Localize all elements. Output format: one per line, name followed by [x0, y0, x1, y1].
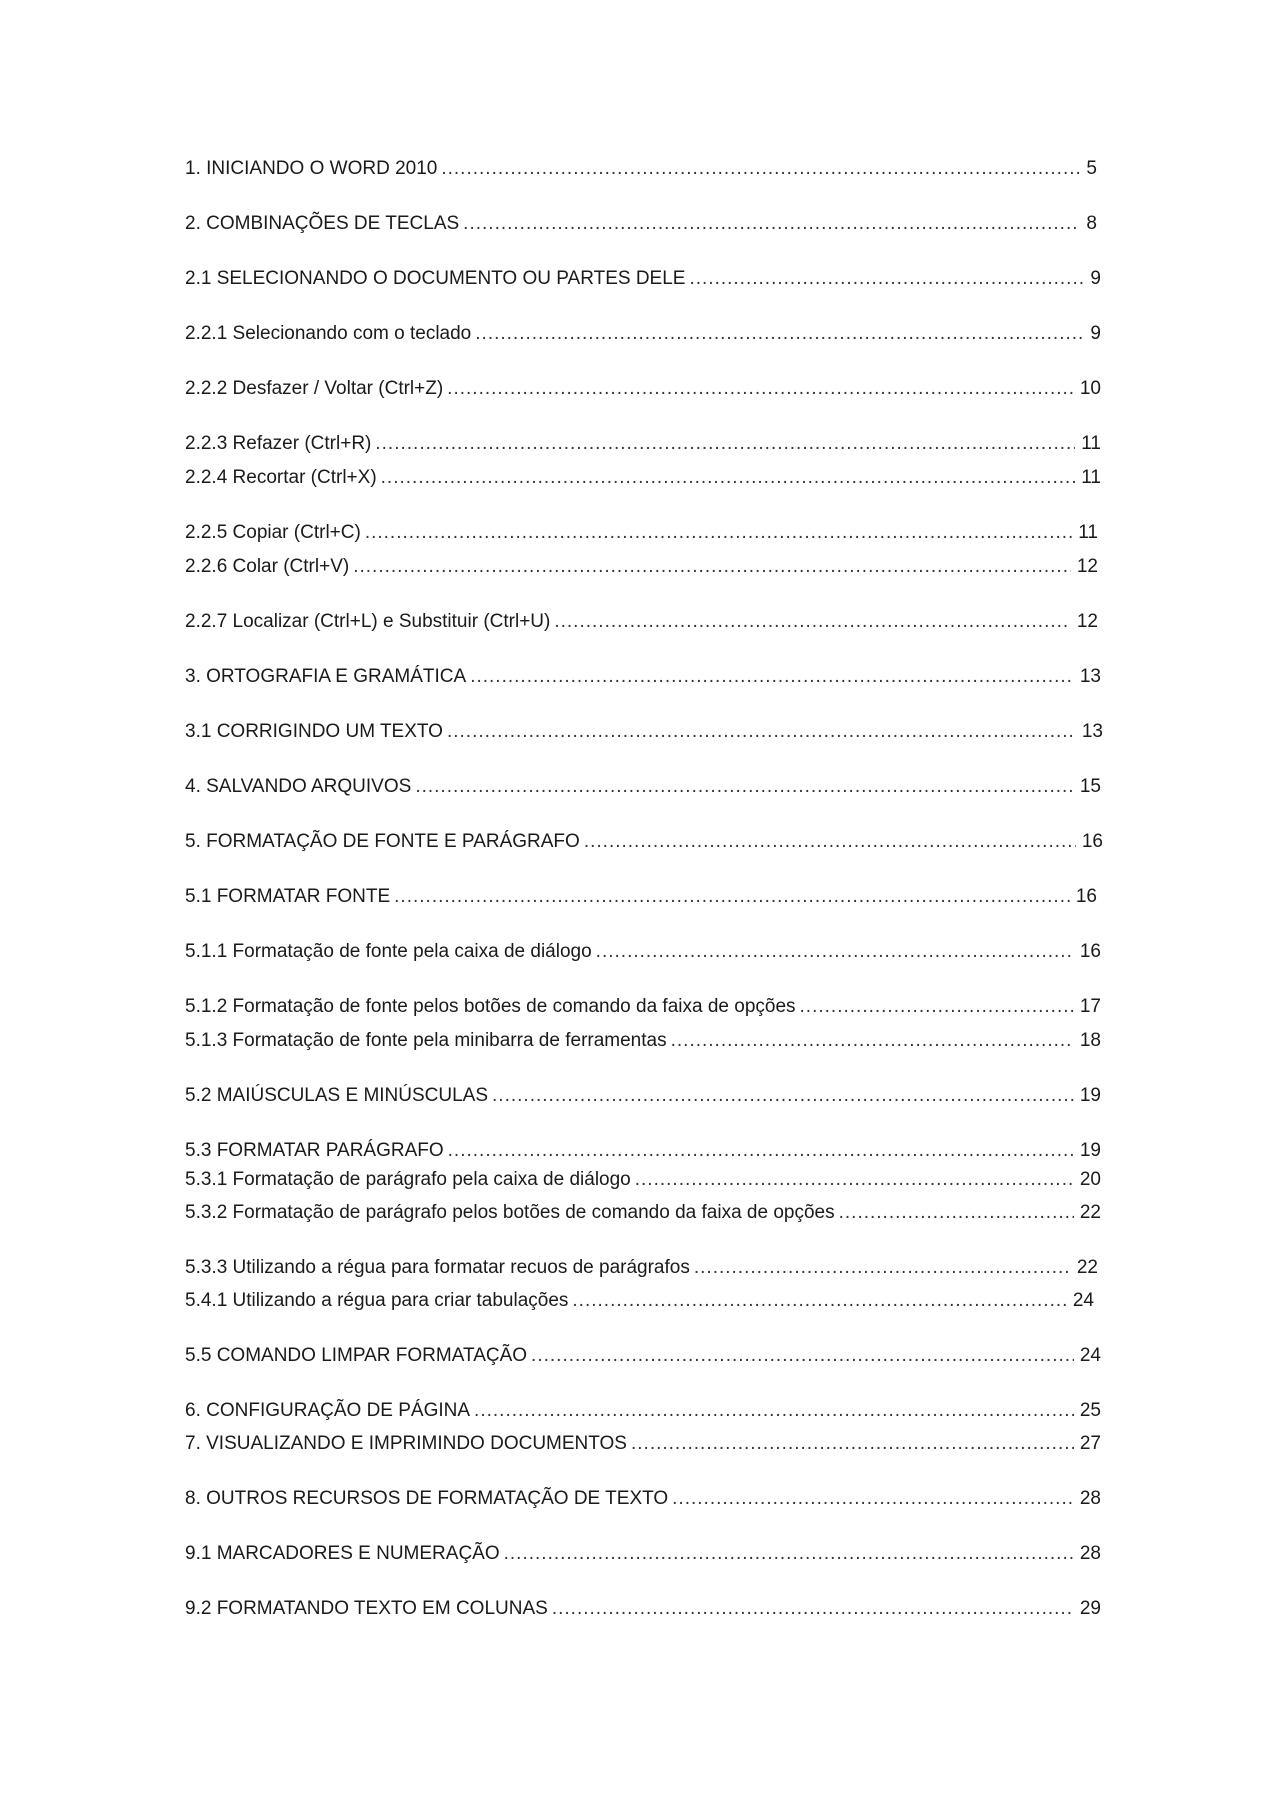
toc-dot-leader	[554, 609, 1071, 635]
toc-dot-leader	[394, 884, 1070, 910]
toc-entry[interactable]	[185, 321, 1101, 347]
toc-entry-label: 2.2.5 Copiar (Ctrl+C)	[185, 522, 361, 543]
toc-page-number: 28	[1079, 1488, 1101, 1509]
toc-page-number: 24	[1079, 1345, 1101, 1366]
toc-entry-label: 5.1.3 Formatação de fonte pela minibarra de ferramentas	[185, 1030, 667, 1051]
toc-dot-leader	[694, 1255, 1071, 1281]
toc-entry[interactable]	[185, 829, 1103, 855]
toc-entry-label: 5.2 MAIÚSCULAS E MINÚSCULAS	[185, 1085, 489, 1106]
toc-page-number: 8	[1086, 213, 1097, 234]
toc-entry[interactable]	[185, 1255, 1098, 1281]
toc-entry[interactable]	[185, 266, 1101, 292]
toc-dot-leader	[475, 321, 1084, 347]
toc-entry-label: 2.2.6 Colar (Ctrl+V)	[185, 556, 350, 577]
toc-entry[interactable]	[185, 520, 1098, 546]
toc-dot-leader	[447, 719, 1076, 745]
toc-entry[interactable]	[185, 994, 1101, 1020]
toc-dot-leader	[531, 1343, 1074, 1369]
toc-page-number: 15	[1079, 776, 1101, 797]
toc-page-number: 19	[1079, 1140, 1101, 1161]
toc-entry[interactable]	[185, 1596, 1101, 1622]
toc-dot-leader	[672, 1486, 1074, 1512]
toc-entry-label: 2. COMBINAÇÕES DE TECLAS	[185, 213, 460, 234]
toc-entry-label: 2.2.4 Recortar (Ctrl+X)	[185, 467, 377, 488]
toc-dot-leader	[671, 1028, 1074, 1054]
toc-entry[interactable]	[185, 719, 1103, 745]
toc-dot-leader	[353, 554, 1071, 580]
toc-entry-label: 2.2.7 Localizar (Ctrl+L) e Substituir (Ctrl+U)	[185, 611, 551, 632]
toc-dot-leader	[375, 431, 1075, 457]
toc-entry[interactable]	[185, 1138, 1101, 1164]
toc-page-number: 17	[1079, 996, 1101, 1017]
toc-entry-label: 5.3.3 Utilizando a régua para formatar recuos de parágrafos	[185, 1257, 690, 1278]
toc-dot-leader	[596, 939, 1074, 965]
toc-entry-label: 5.3 FORMATAR PARÁGRAFO	[185, 1140, 444, 1161]
toc-page-number: 10	[1079, 378, 1101, 399]
toc-dot-leader	[470, 664, 1074, 690]
toc-entry[interactable]	[185, 376, 1101, 402]
toc-dot-leader	[415, 774, 1074, 800]
toc-dot-leader	[441, 156, 1080, 182]
toc-dot-leader	[463, 211, 1080, 237]
toc-entry-label: 5.3.1 Formatação de parágrafo pela caixa de diálogo	[185, 1169, 631, 1190]
toc-page-number: 22	[1076, 1257, 1098, 1278]
toc-entry-label: 3.1 CORRIGINDO UM TEXTO	[185, 721, 443, 742]
toc-entry-label: 2.2.3 Refazer (Ctrl+R)	[185, 433, 372, 454]
toc-entry-label: 9.2 FORMATANDO TEXTO EM COLUNAS	[185, 1598, 548, 1619]
toc-dot-leader	[635, 1167, 1074, 1193]
toc-page-number: 16	[1081, 831, 1103, 852]
toc-dot-leader	[552, 1596, 1074, 1622]
toc-page-number: 13	[1081, 721, 1103, 742]
toc-page-number: 12	[1076, 611, 1098, 632]
toc-entry[interactable]	[185, 1200, 1101, 1226]
toc-page-number: 27	[1079, 1433, 1101, 1454]
toc-dot-leader	[572, 1288, 1066, 1314]
toc-page-number: 9	[1090, 323, 1101, 344]
toc-page-number: 5	[1086, 158, 1097, 179]
toc-page-number: 12	[1076, 556, 1098, 577]
toc-entry-label: 2.1 SELECIONANDO O DOCUMENTO OU PARTES DELE	[185, 268, 686, 289]
toc-page-number: 11	[1081, 467, 1101, 488]
toc-page-number: 16	[1079, 941, 1101, 962]
toc-page-number: 11	[1078, 522, 1098, 543]
toc-entry[interactable]	[185, 774, 1101, 800]
toc-page-number: 22	[1079, 1202, 1101, 1223]
toc-entry-label: 5.5 COMANDO LIMPAR FORMATAÇÃO	[185, 1345, 528, 1366]
toc-dot-leader	[492, 1083, 1074, 1109]
toc-dot-leader	[474, 1398, 1074, 1424]
toc-dot-leader	[447, 376, 1074, 402]
toc-entry[interactable]	[185, 1398, 1101, 1424]
toc-dot-leader	[689, 266, 1084, 292]
toc-entry-label: 7. VISUALIZANDO E IMPRIMINDO DOCUMENTOS	[185, 1433, 627, 1454]
toc-dot-leader	[504, 1541, 1074, 1567]
toc-entry-label: 5.3.2 Formatação de parágrafo pelos botões de comando da faixa de opções	[185, 1202, 835, 1223]
toc-page-number: 11	[1081, 433, 1101, 454]
toc-entry-label: 1. INICIANDO O WORD 2010	[185, 158, 438, 179]
toc-entry[interactable]	[185, 1167, 1101, 1193]
toc-dot-leader	[800, 994, 1074, 1020]
toc-page-number: 19	[1079, 1085, 1101, 1106]
toc-page-number: 24	[1072, 1290, 1094, 1311]
toc-entry[interactable]	[185, 1288, 1094, 1314]
toc-entry[interactable]	[185, 664, 1101, 690]
toc-entry[interactable]	[185, 156, 1097, 182]
toc-entry[interactable]	[185, 1343, 1101, 1369]
toc-page-number: 18	[1079, 1030, 1101, 1051]
toc-entry[interactable]	[185, 1541, 1101, 1567]
toc-entry[interactable]	[185, 1486, 1101, 1512]
toc-page-number: 29	[1079, 1598, 1101, 1619]
toc-entry[interactable]	[185, 211, 1097, 237]
toc-entry-label: 5.1.1 Formatação de fonte pela caixa de diálogo	[185, 941, 592, 962]
toc-entry-label: 5. FORMATAÇÃO DE FONTE E PARÁGRAFO	[185, 831, 580, 852]
toc-entry[interactable]	[185, 465, 1101, 491]
toc-page-number: 13	[1079, 666, 1101, 687]
toc-page-number: 20	[1079, 1169, 1101, 1190]
toc-entry[interactable]	[185, 884, 1097, 910]
toc-entry-label: 9.1 MARCADORES E NUMERAÇÃO	[185, 1543, 500, 1564]
toc-page-number: 16	[1075, 886, 1097, 907]
toc-page-number: 9	[1090, 268, 1101, 289]
toc-entry-label: 5.1.2 Formatação de fonte pelos botões de comando da faixa de opções	[185, 996, 796, 1017]
toc-entry-label: 4. SALVANDO ARQUIVOS	[185, 776, 412, 797]
toc-dot-leader	[631, 1431, 1074, 1457]
toc-entry-label: 5.4.1 Utilizando a régua para criar tabulações	[185, 1290, 569, 1311]
toc-entry-label: 5.1 FORMATAR FONTE	[185, 886, 391, 907]
toc-dot-leader	[584, 829, 1076, 855]
toc-entry[interactable]	[185, 1028, 1101, 1054]
toc-page-number: 25	[1079, 1400, 1101, 1421]
toc-entry[interactable]	[185, 609, 1098, 635]
toc-entry-label: 8. OUTROS RECURSOS DE FORMATAÇÃO DE TEXTO	[185, 1488, 669, 1509]
toc-entry[interactable]	[185, 1083, 1101, 1109]
toc-entry[interactable]	[185, 431, 1101, 457]
toc-dot-leader	[448, 1138, 1074, 1164]
toc-dot-leader	[381, 465, 1076, 491]
toc-entry-label: 6. CONFIGURAÇÃO DE PÁGINA	[185, 1400, 471, 1421]
toc-entry-label: 2.2.2 Desfazer / Voltar (Ctrl+Z)	[185, 378, 444, 399]
toc-entry[interactable]	[185, 1431, 1101, 1457]
toc-entry[interactable]	[185, 554, 1098, 580]
toc-dot-leader	[839, 1200, 1074, 1226]
toc-entry-label: 3. ORTOGRAFIA E GRAMÁTICA	[185, 666, 467, 687]
toc-dot-leader	[365, 520, 1072, 546]
toc-page-number: 28	[1079, 1543, 1101, 1564]
toc-entry[interactable]	[185, 939, 1101, 965]
toc-entry-label: 2.2.1 Selecionando com o teclado	[185, 323, 472, 344]
